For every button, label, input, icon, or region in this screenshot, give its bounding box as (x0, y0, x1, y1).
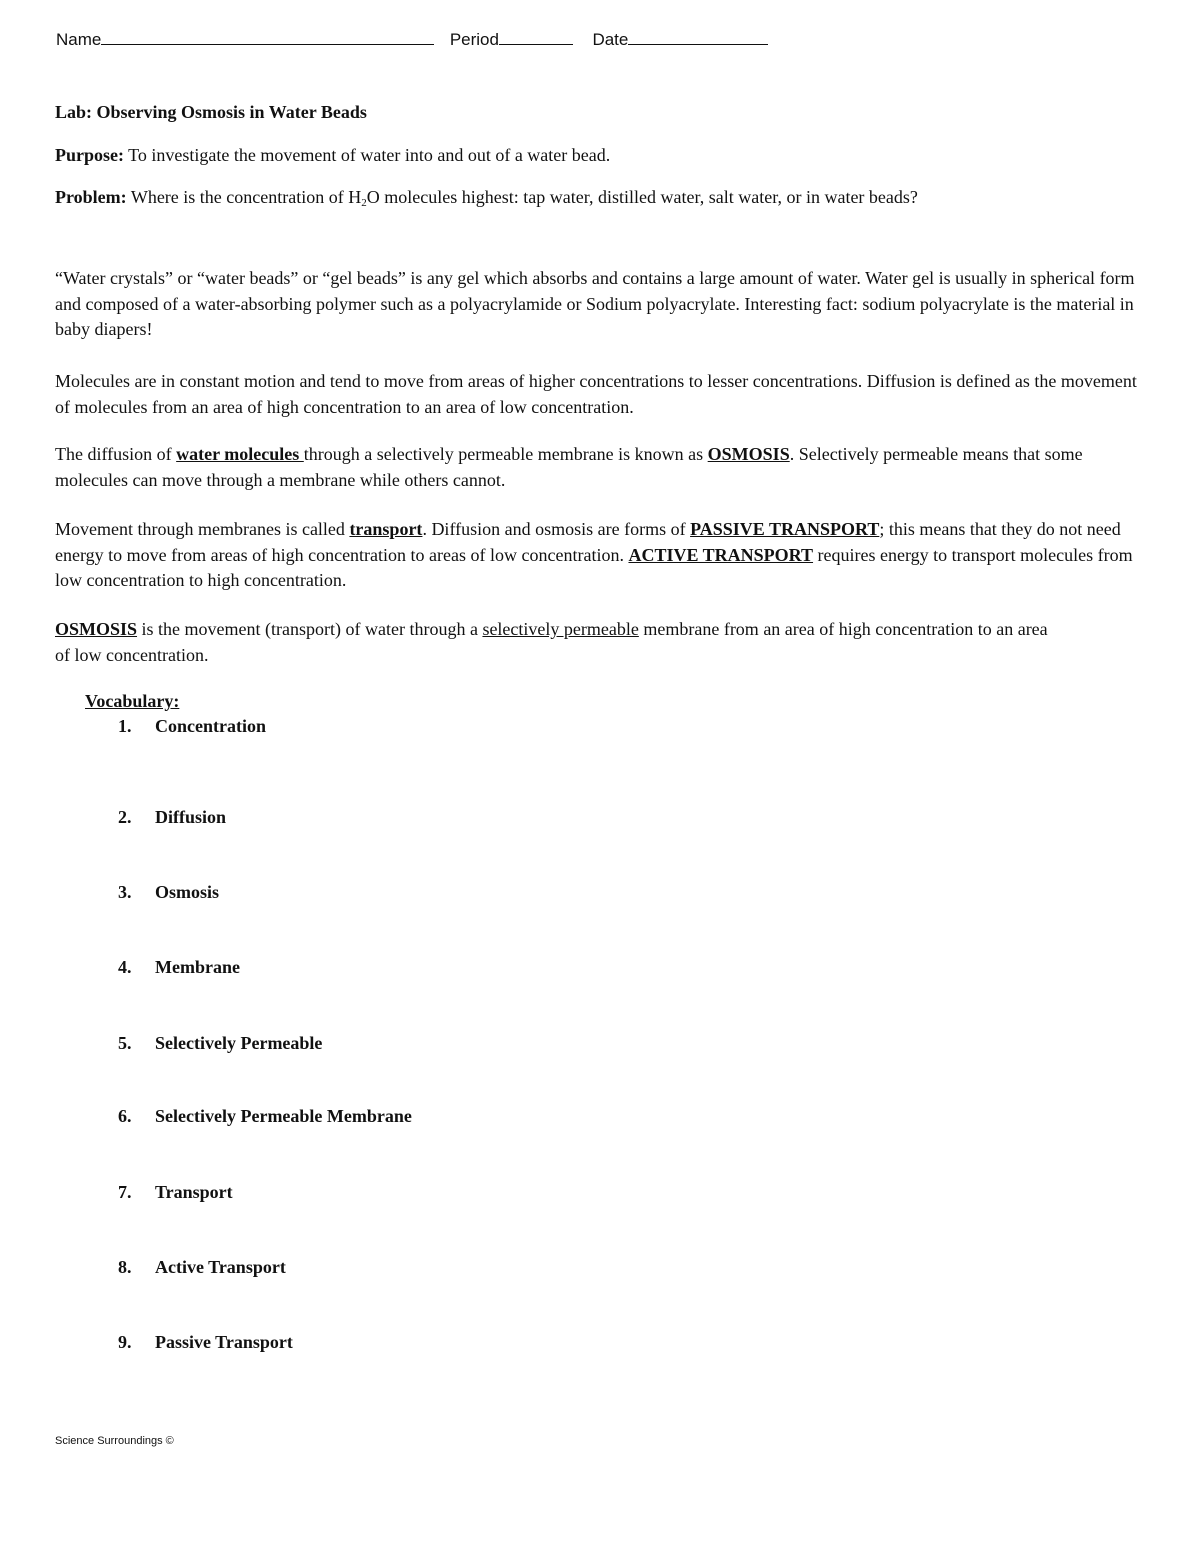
purpose-text: To investigate the movement of water into and out of a water bead. (124, 145, 611, 165)
problem-line (55, 185, 1045, 211)
p4-text-a: Movement through membranes is called (55, 519, 350, 539)
vocab-term: Selectively Permeable Membrane (155, 1106, 412, 1126)
purpose-line (55, 143, 1140, 169)
vocab-term: Selectively Permeable (155, 1033, 323, 1053)
p4-text-e: ; this means that they do not need energy to move from areas of high concentration to areas of low concentration. (55, 519, 1121, 565)
vocab-number: 6. (118, 1106, 132, 1126)
period-label: Period (449, 30, 499, 49)
p3-text-e: . Selectively permeable means that some molecules can move through a membrane while others cannot. (55, 444, 1083, 490)
p5-term-selectively-permeable: selectively permeable (482, 619, 639, 639)
vocab-number: 2. (118, 807, 132, 827)
p4-text-c: . Diffusion and osmosis are forms of (422, 519, 691, 539)
p4-term-passive-transport: PASSIVE TRANSPORT (690, 519, 880, 539)
vocab-number: 4. (118, 957, 132, 977)
vocab-number: 3. (118, 882, 132, 902)
p3-term-water-molecules: water molecules (176, 444, 304, 464)
p3-term-osmosis: OSMOSIS (707, 444, 790, 464)
vocab-number: 7. (118, 1182, 132, 1202)
p5-text-d: membrane from an area of high concentration to an area of low concentration. (55, 619, 1048, 665)
vocab-number: 5. (118, 1033, 132, 1053)
vocab-item (118, 1257, 286, 1278)
p5-term-osmosis: OSMOSIS (55, 619, 138, 639)
vocab-number: 8. (118, 1257, 132, 1277)
p3-text-c: through a selectively permeable membrane is known as (303, 444, 708, 464)
p4-term-transport: transport (349, 519, 423, 539)
vocab-item (118, 882, 219, 903)
problem-subscript: 2 (361, 197, 367, 209)
diffusion-paragraph: Molecules are in constant motion and tend to move from areas of higher concentrations to lesser concentrations. Diffusion is defined as the movement of molecules from an area of high concentration to an area of low concentration. (55, 371, 1137, 417)
vocab-item (118, 716, 266, 737)
problem-text-before: Where is the concentration of H (126, 187, 362, 207)
problem-label: Problem: (55, 187, 127, 207)
name-blank[interactable] (101, 30, 434, 45)
footer-credit: Science Surroundings © (55, 1435, 174, 1447)
vocab-term: Concentration (155, 716, 266, 736)
vocab-term: Membrane (155, 957, 240, 977)
date-blank[interactable] (628, 30, 768, 45)
vocabulary-heading: Vocabulary: (85, 691, 180, 711)
p5-text-b: is the movement (transport) of water through a (137, 619, 483, 639)
vocab-term: Active Transport (155, 1257, 286, 1277)
date-label: Date (592, 30, 629, 49)
period-blank[interactable] (499, 30, 573, 45)
lab-title: Lab: Observing Osmosis in Water Beads (55, 102, 367, 122)
vocab-number: 1. (118, 716, 132, 736)
purpose-label: Purpose: (55, 145, 124, 165)
vocab-term: Diffusion (155, 807, 227, 827)
osmosis-paragraph (55, 442, 1140, 493)
vocab-item (118, 1106, 412, 1127)
vocab-item (118, 1182, 233, 1203)
p4-text-g: requires energy to transport molecules from low concentration to high concentration. (55, 544, 1133, 590)
p3-text-a: The diffusion of (55, 444, 177, 464)
vocab-item (118, 957, 240, 978)
problem-text-after: O molecules highest: tap water, distilled water, salt water, or in water beads? (366, 187, 918, 207)
vocab-term: Transport (155, 1182, 233, 1202)
transport-paragraph (55, 517, 1140, 594)
intro-paragraph: “Water crystals” or “water beads” or “gel beads” is any gel which absorbs and contains a large amount of water. Water gel is usually in spherical form and composed of a water-absorbing polymer such as a polyacrylamide or Sodium polyacrylate. Interesting fact: sodium polyacrylate is the material in baby diapers! (55, 268, 1135, 339)
vocab-term: Passive Transport (155, 1332, 293, 1352)
p4-term-active-transport: ACTIVE TRANSPORT (628, 544, 814, 565)
vocab-term: Osmosis (155, 882, 220, 902)
name-label: Name (56, 30, 102, 49)
vocab-item (118, 1332, 293, 1353)
vocab-item (118, 807, 226, 828)
header-fields (56, 30, 768, 50)
osmosis-definition-paragraph (55, 617, 1055, 668)
vocab-number: 9. (118, 1332, 132, 1352)
vocab-item (118, 1033, 322, 1054)
